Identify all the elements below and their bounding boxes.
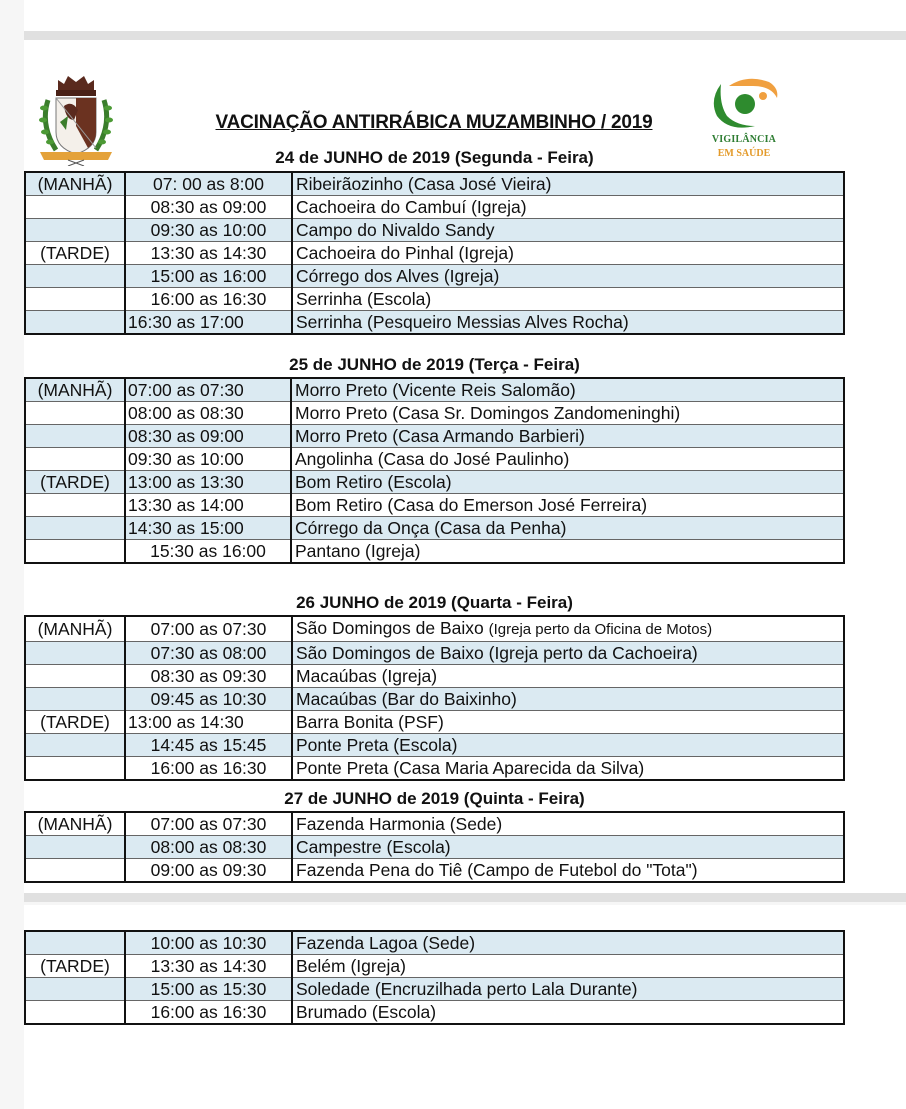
place-cell: Campestre (Escola) bbox=[292, 836, 844, 859]
period-cell bbox=[25, 196, 125, 219]
time-cell: 15:00 as 16:00 bbox=[125, 265, 292, 288]
time-cell: 08:00 as 08:30 bbox=[125, 402, 291, 425]
place-cell: Soledade (Encruzilhada perto Lala Durante) bbox=[292, 978, 844, 1001]
day-heading: 24 de JUNHO de 2019 (Segunda - Feira) bbox=[275, 148, 594, 167]
place-cell: Bom Retiro (Casa do Emerson José Ferreira) bbox=[291, 494, 844, 517]
period-cell: (MANHÃ) bbox=[25, 172, 125, 196]
place-cell: Barra Bonita (PSF) bbox=[292, 711, 844, 734]
time-cell: 13:00 as 14:30 bbox=[125, 711, 292, 734]
place-cell: Campo do Nivaldo Sandy bbox=[292, 219, 844, 242]
period-cell bbox=[25, 859, 125, 883]
period-cell: (TARDE) bbox=[25, 711, 125, 734]
table-row bbox=[25, 1001, 844, 1025]
period-cell bbox=[25, 665, 125, 688]
table-row bbox=[25, 665, 844, 688]
table-row bbox=[25, 931, 844, 955]
period-cell: (MANHÃ) bbox=[25, 616, 125, 642]
period-cell bbox=[25, 836, 125, 859]
time-cell: 10:00 as 10:30 bbox=[125, 931, 292, 955]
day-heading: 27 de JUNHO de 2019 (Quinta - Feira) bbox=[284, 789, 585, 808]
day-heading: 26 JUNHO de 2019 (Quarta - Feira) bbox=[296, 593, 573, 612]
period-cell bbox=[25, 642, 125, 665]
place-cell: Angolinha (Casa do José Paulinho) bbox=[291, 448, 844, 471]
place-cell: Ponte Preta (Casa Maria Aparecida da Silva) bbox=[292, 757, 844, 781]
page-separator bbox=[24, 31, 906, 40]
table-row bbox=[25, 757, 844, 781]
period-cell bbox=[25, 288, 125, 311]
vigilancia-emblem-icon bbox=[707, 76, 783, 130]
time-cell: 14:45 as 15:45 bbox=[125, 734, 292, 757]
place-cell: Ponte Preta (Escola) bbox=[292, 734, 844, 757]
day-heading: 25 de JUNHO de 2019 (Terça - Feira) bbox=[289, 355, 580, 374]
period-cell bbox=[25, 448, 125, 471]
table-row bbox=[25, 402, 844, 425]
place-name: São Domingos de Baixo bbox=[296, 618, 484, 638]
period-cell bbox=[25, 931, 125, 955]
time-cell: 09:30 as 10:00 bbox=[125, 448, 291, 471]
time-cell: 16:00 as 16:30 bbox=[125, 757, 292, 781]
period-cell: (MANHÃ) bbox=[25, 812, 125, 836]
table-row bbox=[25, 711, 844, 734]
period-cell bbox=[25, 734, 125, 757]
time-cell: 14:30 as 15:00 bbox=[125, 517, 291, 540]
time-cell: 15:00 as 15:30 bbox=[125, 978, 292, 1001]
time-cell: 15:30 as 16:00 bbox=[125, 540, 291, 564]
place-cell: Córrego dos Alves (Igreja) bbox=[292, 265, 844, 288]
table-row bbox=[25, 642, 844, 665]
table-row bbox=[25, 812, 844, 836]
time-cell: 07:00 as 07:30 bbox=[125, 378, 291, 402]
time-cell: 16:00 as 16:30 bbox=[125, 1001, 292, 1025]
place-cell: Morro Preto (Vicente Reis Salomão) bbox=[291, 378, 844, 402]
period-cell bbox=[25, 688, 125, 711]
place-cell: Bom Retiro (Escola) bbox=[291, 471, 844, 494]
place-cell: Córrego da Onça (Casa da Penha) bbox=[291, 517, 844, 540]
table-row bbox=[25, 311, 844, 335]
time-cell: 08:30 as 09:30 bbox=[125, 665, 292, 688]
place-cell: Brumado (Escola) bbox=[292, 1001, 844, 1025]
table-row bbox=[25, 978, 844, 1001]
period-cell bbox=[25, 757, 125, 781]
schedule-table-day-4-continued bbox=[24, 930, 845, 1025]
place-cell: Morro Preto (Casa Sr. Domingos Zandomeninghi) bbox=[291, 402, 844, 425]
time-cell: 13:30 as 14:00 bbox=[125, 494, 291, 517]
place-cell: Cachoeira do Pinhal (Igreja) bbox=[292, 242, 844, 265]
place-cell: Belém (Igreja) bbox=[292, 955, 844, 978]
time-cell: 07: 00 as 8:00 bbox=[125, 172, 292, 196]
period-cell: (TARDE) bbox=[25, 471, 125, 494]
table-row bbox=[25, 517, 844, 540]
schedule-table-day-2 bbox=[24, 377, 845, 564]
table-row bbox=[25, 471, 844, 494]
place-cell: São Domingos de Baixo (Igreja perto da Cachoeira) bbox=[292, 642, 844, 665]
period-cell bbox=[25, 978, 125, 1001]
time-cell: 16:30 as 17:00 bbox=[125, 311, 292, 335]
em-saude-label: EM SAÚDE bbox=[717, 148, 771, 159]
place-cell: Fazenda Harmonia (Sede) bbox=[292, 812, 844, 836]
time-cell: 09:00 as 09:30 bbox=[125, 859, 292, 883]
period-cell bbox=[25, 540, 125, 564]
table-row bbox=[25, 734, 844, 757]
table-row bbox=[25, 688, 844, 711]
place-cell: Serrinha (Escola) bbox=[292, 288, 844, 311]
place-cell: Pantano (Igreja) bbox=[291, 540, 844, 564]
period-cell bbox=[25, 425, 125, 448]
period-cell: (MANHÃ) bbox=[25, 378, 125, 402]
table-row bbox=[25, 288, 844, 311]
place-cell: Morro Preto (Casa Armando Barbieri) bbox=[291, 425, 844, 448]
place-cell: Fazenda Lagoa (Sede) bbox=[292, 931, 844, 955]
page-separator bbox=[24, 893, 906, 902]
time-cell: 07:30 as 08:00 bbox=[125, 642, 292, 665]
period-cell bbox=[25, 1001, 125, 1025]
time-cell: 09:45 as 10:30 bbox=[125, 688, 292, 711]
table-row bbox=[25, 172, 844, 196]
table-row bbox=[25, 540, 844, 564]
place-cell: Macaúbas (Igreja) bbox=[292, 665, 844, 688]
table-row bbox=[25, 955, 844, 978]
schedule-table-day-4 bbox=[24, 811, 845, 883]
period-cell bbox=[25, 219, 125, 242]
vigilancia-label: VIGILÂNCIA bbox=[711, 134, 777, 145]
place-note: (Igreja perto da Oficina de Motos) bbox=[488, 621, 713, 638]
time-cell: 07:00 as 07:30 bbox=[125, 616, 292, 642]
place-cell: Macaúbas (Bar do Baixinho) bbox=[292, 688, 844, 711]
period-cell bbox=[25, 265, 125, 288]
place-cell: Serrinha (Pesqueiro Messias Alves Rocha) bbox=[292, 311, 844, 335]
period-cell: (TARDE) bbox=[25, 955, 125, 978]
table-row bbox=[25, 616, 844, 642]
time-cell: 13:30 as 14:30 bbox=[125, 242, 292, 265]
table-row bbox=[25, 219, 844, 242]
place-cell bbox=[292, 616, 844, 642]
table-row bbox=[25, 494, 844, 517]
period-cell bbox=[25, 494, 125, 517]
place-cell: Ribeirãozinho (Casa José Vieira) bbox=[292, 172, 844, 196]
period-cell: (TARDE) bbox=[25, 242, 125, 265]
table-row bbox=[25, 859, 844, 883]
time-cell: 16:00 as 16:30 bbox=[125, 288, 292, 311]
table-row bbox=[25, 265, 844, 288]
table-row bbox=[25, 196, 844, 219]
period-cell bbox=[25, 311, 125, 335]
table-row bbox=[25, 836, 844, 859]
time-cell: 08:00 as 08:30 bbox=[125, 836, 292, 859]
table-row bbox=[25, 448, 844, 471]
table-row bbox=[25, 242, 844, 265]
time-cell: 08:30 as 09:00 bbox=[125, 425, 291, 448]
time-cell: 07:00 as 07:30 bbox=[125, 812, 292, 836]
time-cell: 13:30 as 14:30 bbox=[125, 955, 292, 978]
schedule-table-day-1 bbox=[24, 171, 845, 335]
schedule-table-day-3 bbox=[24, 615, 845, 781]
time-cell: 08:30 as 09:00 bbox=[125, 196, 292, 219]
document-title: VACINAÇÃO ANTIRRÁBICA MUZAMBINHO / 2019 bbox=[215, 112, 653, 133]
place-cell: Cachoeira do Cambuí (Igreja) bbox=[292, 196, 844, 219]
time-cell: 09:30 as 10:00 bbox=[125, 219, 292, 242]
time-cell: 13:00 as 13:30 bbox=[125, 471, 291, 494]
period-cell bbox=[25, 517, 125, 540]
table-row bbox=[25, 378, 844, 402]
table-row bbox=[25, 425, 844, 448]
period-cell bbox=[25, 402, 125, 425]
place-cell: Fazenda Pena do Tiê (Campo de Futebol do "Tota") bbox=[292, 859, 844, 883]
